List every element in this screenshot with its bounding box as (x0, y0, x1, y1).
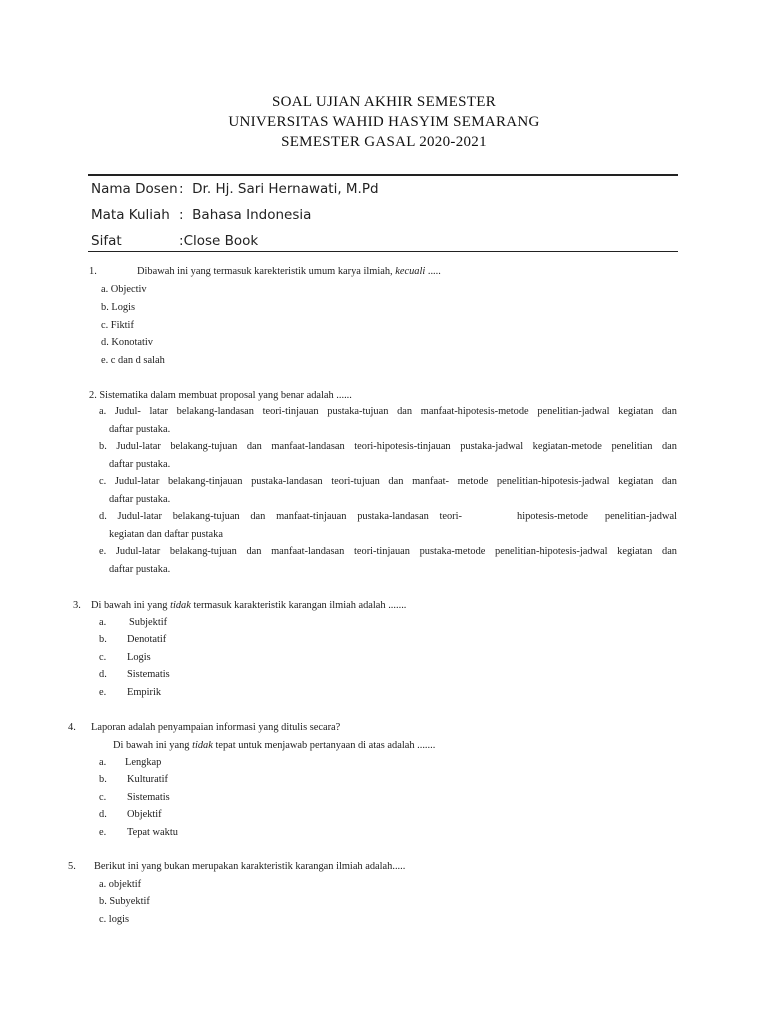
question-5-option-c: c. logis (99, 914, 130, 925)
question-2-option-b-cont: daftar pustaka. (109, 459, 171, 470)
question-2-text: 2. Sistematika dalam membuat proposal yang benar adalah ...... (89, 390, 352, 401)
question-4-option-d: Objektif (127, 809, 162, 820)
question-4-option-d-letter: d. (99, 809, 107, 820)
question-3-option-e: Empirik (127, 687, 162, 698)
question-3-number: 3. (73, 600, 81, 611)
question-4-number: 4. (68, 722, 76, 733)
question-4-option-a-letter: a. (99, 757, 107, 768)
info-colon: : (179, 233, 184, 249)
question-3-option-a-letter: a. (99, 617, 107, 628)
question-1-option-a: a. Objectiv (101, 284, 147, 295)
question-4-text: Laporan adalah penyampaian informasi yang ditulis secara? (91, 722, 341, 733)
info-colon: : (179, 207, 184, 223)
info-colon: : (179, 181, 184, 197)
info-row-dosen (91, 181, 379, 197)
info-row-matakuliah (91, 207, 311, 223)
info-label: Nama Dosen (91, 181, 178, 197)
question-3-option-c: Logis (127, 652, 151, 663)
question-3-option-b-letter: b. (99, 634, 107, 645)
question-3-option-d: Sistematis (127, 669, 170, 680)
question-4-option-b: Kulturatif (127, 774, 168, 785)
question-2-option-c: c. Judul-latar belakang-tinjauan pustaka-landasan teori-tujuan dan manfaat- metode penelitian-hipotesis-jadwal kegiatan dan (99, 476, 677, 487)
question-2-option-a: a. Judul- latar belakang-landasan teori-tinjauan pustaka-tujuan dan manfaat-hipotesis-metode penelitian-jadwal kegiatan dan (99, 406, 677, 417)
info-value: Bahasa Indonesia (192, 207, 312, 223)
question-2-option-c-cont: daftar pustaka. (109, 494, 171, 505)
question-3-option-d-letter: d. (99, 669, 107, 680)
info-value: Close Book (183, 233, 259, 249)
info-value: Dr. Hj. Sari Hernawati, M.Pd (192, 181, 379, 197)
info-label: Mata Kuliah (91, 207, 170, 223)
question-3-option-e-letter: e. (99, 687, 107, 698)
question-1-option-d: d. Konotativ (101, 337, 153, 348)
question-3-text: Di bawah ini yang tidak termasuk karakteristik karangan ilmiah adalah ....... (91, 600, 407, 611)
question-4-option-e-letter: e. (99, 827, 107, 838)
question-3-option-b: Denotatif (127, 634, 167, 645)
question-2-option-e-cont: daftar pustaka. (109, 564, 171, 575)
question-2-option-e: e. Judul-latar belakang-tujuan dan manfaat-landasan teori-tinjauan pustaka-metode penelitian-hipotesis-jadwal kegiatan dan (99, 546, 677, 557)
question-3-option-c-letter: c. (99, 652, 107, 663)
university-name: UNIVERSITAS WAHID HASYIM SEMARANG (228, 114, 540, 130)
semester-label: SEMESTER GASAL 2020-2021 (281, 134, 487, 150)
question-4-option-b-letter: b. (99, 774, 107, 785)
question-3-option-a: Subjektif (129, 617, 168, 628)
info-label: Sifat (91, 233, 122, 249)
header-divider-top (88, 174, 678, 176)
question-4-option-c-letter: c. (99, 792, 107, 803)
question-5-option-b: b. Subyektif (99, 896, 150, 907)
question-4-option-c: Sistematis (127, 792, 170, 803)
question-4-option-e: Tepat waktu (127, 827, 178, 838)
question-1-option-c: c. Fiktif (101, 320, 134, 331)
question-2-option-d-right: hipotesis-metode penelitian-jadwal (517, 511, 677, 522)
question-2-option-d: d. Judul-latar belakang-tujuan dan manfaat-tinjauan pustaka-landasan teori- (99, 511, 462, 522)
info-row-sifat (91, 233, 258, 249)
question-5-option-a: a. objektif (99, 879, 142, 890)
question-4-option-a: Lengkap (125, 757, 162, 768)
question-2-option-a-cont: daftar pustaka. (109, 424, 171, 435)
exam-title: SOAL UJIAN AKHIR SEMESTER (271, 94, 497, 110)
question-2-option-d-cont: kegiatan dan daftar pustaka (109, 529, 223, 540)
question-1-option-e: e. c dan d salah (101, 355, 165, 366)
question-1-number: 1. (89, 266, 97, 277)
question-4-subtext: Di bawah ini yang tidak tepat untuk menjawab pertanyaan di atas adalah ....... (113, 740, 436, 751)
header-divider-bottom (88, 251, 678, 252)
question-5-number: 5. (68, 861, 76, 872)
question-5-text: Berikut ini yang bukan merupakan karakteristik karangan ilmiah adalah..... (94, 861, 406, 872)
question-1-option-b: b. Logis (101, 302, 136, 313)
question-1-text: Dibawah ini yang termasuk karekteristik umum karya ilmiah, kecuali ..... (137, 266, 441, 277)
question-2-option-b: b. Judul-latar belakang-tujuan dan manfaat-landasan teori-hipotesis-tinjauan pustaka-jadwal kegiatan-metode penelitian dan (99, 441, 677, 452)
